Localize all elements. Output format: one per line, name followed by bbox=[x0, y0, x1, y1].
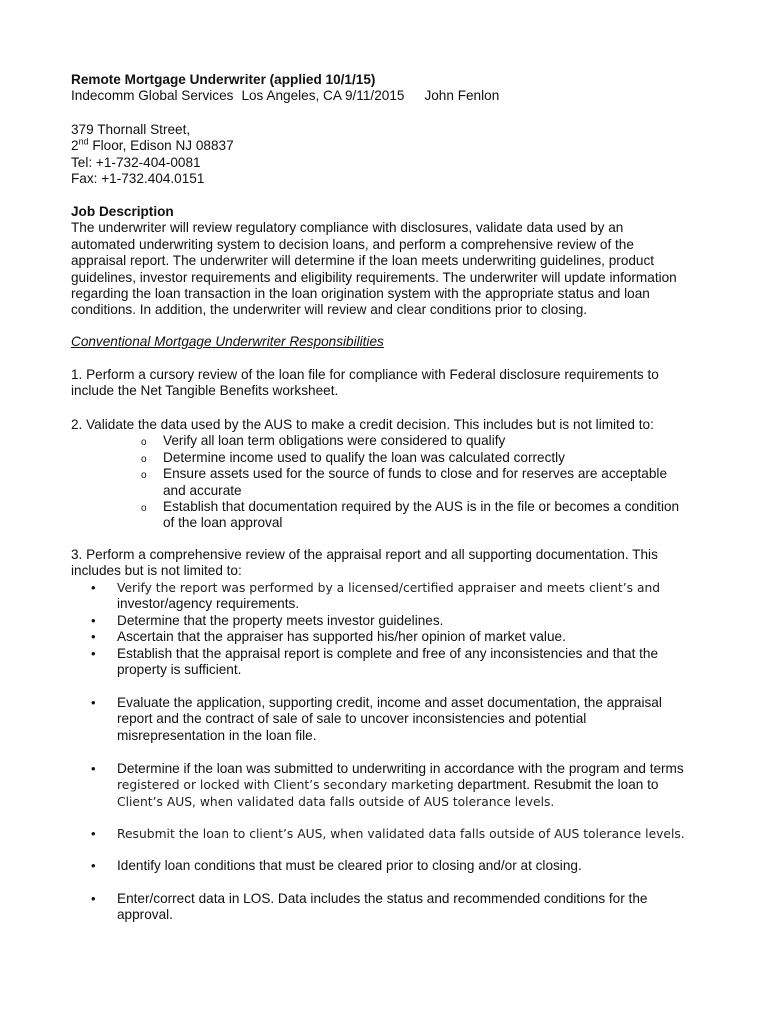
address-block bbox=[71, 122, 711, 188]
bullet-item: • Enter/correct data in LOS. Data includes the status and recommended conditions for the approval. bbox=[91, 891, 648, 923]
bullet-item: • Establish that the appraisal report is complete and free of any inconsistencies and that the property is sufficient. bbox=[91, 645, 659, 678]
responsibilities-heading: Conventional Mortgage Underwriter Responsibilities bbox=[71, 334, 384, 349]
bullet-list-top bbox=[71, 580, 711, 678]
bullet-icon: • bbox=[91, 695, 96, 710]
bullet-item: • Evaluate the application, supporting credit, income and asset documentation, the appraisal report and the contract of sale of sale to uncover inconsistencies and potential misrepresentation in the loan file. bbox=[91, 695, 662, 743]
bullet-item-resubmit bbox=[71, 826, 711, 842]
paragraph-line: regarding the loan transaction in the loan origination system with the appropriate status and loan bbox=[71, 286, 650, 302]
bullet-item: • Ascertain that the appraiser has supported his/her opinion of market value. bbox=[91, 629, 566, 645]
sub-list bbox=[71, 433, 711, 531]
bullet-item: • Identify loan conditions that must be cleared prior to closing and/or at closing. bbox=[91, 858, 582, 873]
telephone: Tel: +1-732-404-0081 bbox=[71, 154, 201, 170]
paragraph-line: automated underwriting system to decision loans, and perform a comprehensive review of the bbox=[71, 236, 634, 252]
job-description-heading: Job Description bbox=[71, 204, 174, 219]
address-line1: 379 Thornall Street, bbox=[71, 122, 191, 137]
job-description-block bbox=[71, 204, 711, 319]
bullet-icon: • bbox=[91, 645, 96, 661]
circle-bullet-icon: o bbox=[141, 470, 147, 482]
bullet-item: • Determine if the loan was submitted to underwriting in accordance with the program and terms registered or locked with Client’s secondary marketing department. Resubmit the loan to Client’s AUS, when validated data falls outside of AUS tolerance levels. bbox=[91, 761, 684, 809]
paragraph-line: appraisal report. The underwriter will determine if the loan meets underwriting guidelines, product bbox=[71, 253, 655, 269]
responsibility-item-2: 2. Validate the data used by the AUS to make a credit decision. This includes but is not limited to: o Verify all loan term obligations were considered to qualify o Determine income used to qualify the loan was calculated correctly o Ensure assets used for the source of funds to close and for reserves are acceptable and accurate o Establish that documentation required by the AUS is in the file or becomes a condition of the loan approval bbox=[71, 417, 711, 532]
paragraph-line: conditions. In addition, the underwriter will review and clear conditions prior to closing. bbox=[71, 302, 588, 318]
bullet-icon: • bbox=[91, 629, 96, 645]
job-title: Remote Mortgage Underwriter (applied 10/1/15) bbox=[71, 72, 376, 87]
bullet-item-identify bbox=[71, 858, 711, 874]
paragraph-line: guidelines, investor requirements and eligibility requirements. The underwriter will update information bbox=[71, 269, 677, 285]
header-block bbox=[71, 72, 711, 105]
circle-bullet-icon: o bbox=[141, 453, 147, 465]
responsibility-item-1: 1. Perform a cursory review of the loan file for compliance with Federal disclosure requirements to include the Net Tangible Benefits worksheet. bbox=[71, 367, 659, 399]
fax: Fax: +1-732.404.0151 bbox=[71, 171, 205, 187]
bullet-icon: • bbox=[91, 612, 96, 628]
responsibility-item-3: 3. Perform a comprehensive review of the appraisal report and all supporting documentation. This includes but is not limited to: bbox=[71, 547, 658, 579]
bullet-icon: • bbox=[91, 891, 96, 906]
sub-list-item: o Verify all loan term obligations were considered to qualify bbox=[71, 433, 711, 449]
sub-list-item: o Ensure assets used for the source of funds to close and for reserves are acceptable and accurate bbox=[141, 466, 668, 498]
circle-bullet-icon: o bbox=[141, 437, 147, 449]
location-date: Los Angeles, CA 9/11/2015 bbox=[241, 88, 405, 104]
sub-list-item: o Determine income used to qualify the loan was calculated correctly bbox=[71, 450, 711, 466]
paragraph-line: The underwriter will review regulatory compliance with disclosures, validate data used by an bbox=[71, 220, 624, 236]
bullet-icon: • bbox=[91, 761, 96, 776]
sub-list-item: o Establish that documentation required by the AUS is in the file or becomes a condition of the loan approval bbox=[141, 499, 680, 531]
bullet-icon: • bbox=[91, 580, 96, 595]
responsibilities-heading-block bbox=[71, 334, 711, 350]
bullet-icon: • bbox=[91, 858, 96, 873]
bullet-icon: • bbox=[91, 826, 96, 841]
bullet-item: • Determine that the property meets investor guidelines. bbox=[91, 612, 444, 628]
circle-bullet-icon: o bbox=[141, 503, 147, 515]
contact-name: John Fenlon bbox=[424, 88, 500, 104]
address-line2: 2nd Floor, Edison NJ 08837 bbox=[71, 136, 234, 154]
bullet-item: • Resubmit the loan to client’s AUS, when validated data falls outside of AUS tolerance levels. bbox=[91, 826, 685, 841]
bullet-item-determine bbox=[71, 761, 711, 810]
bullet-item-enter bbox=[71, 891, 711, 924]
company-line bbox=[71, 88, 711, 104]
company-name: Indecomm Global Services bbox=[71, 88, 234, 104]
bullet-item-evaluate bbox=[71, 695, 711, 744]
bullet-item: • Verify the report was performed by a licensed/certified appraiser and meets client’s and investor/agency requirements. bbox=[91, 580, 661, 612]
